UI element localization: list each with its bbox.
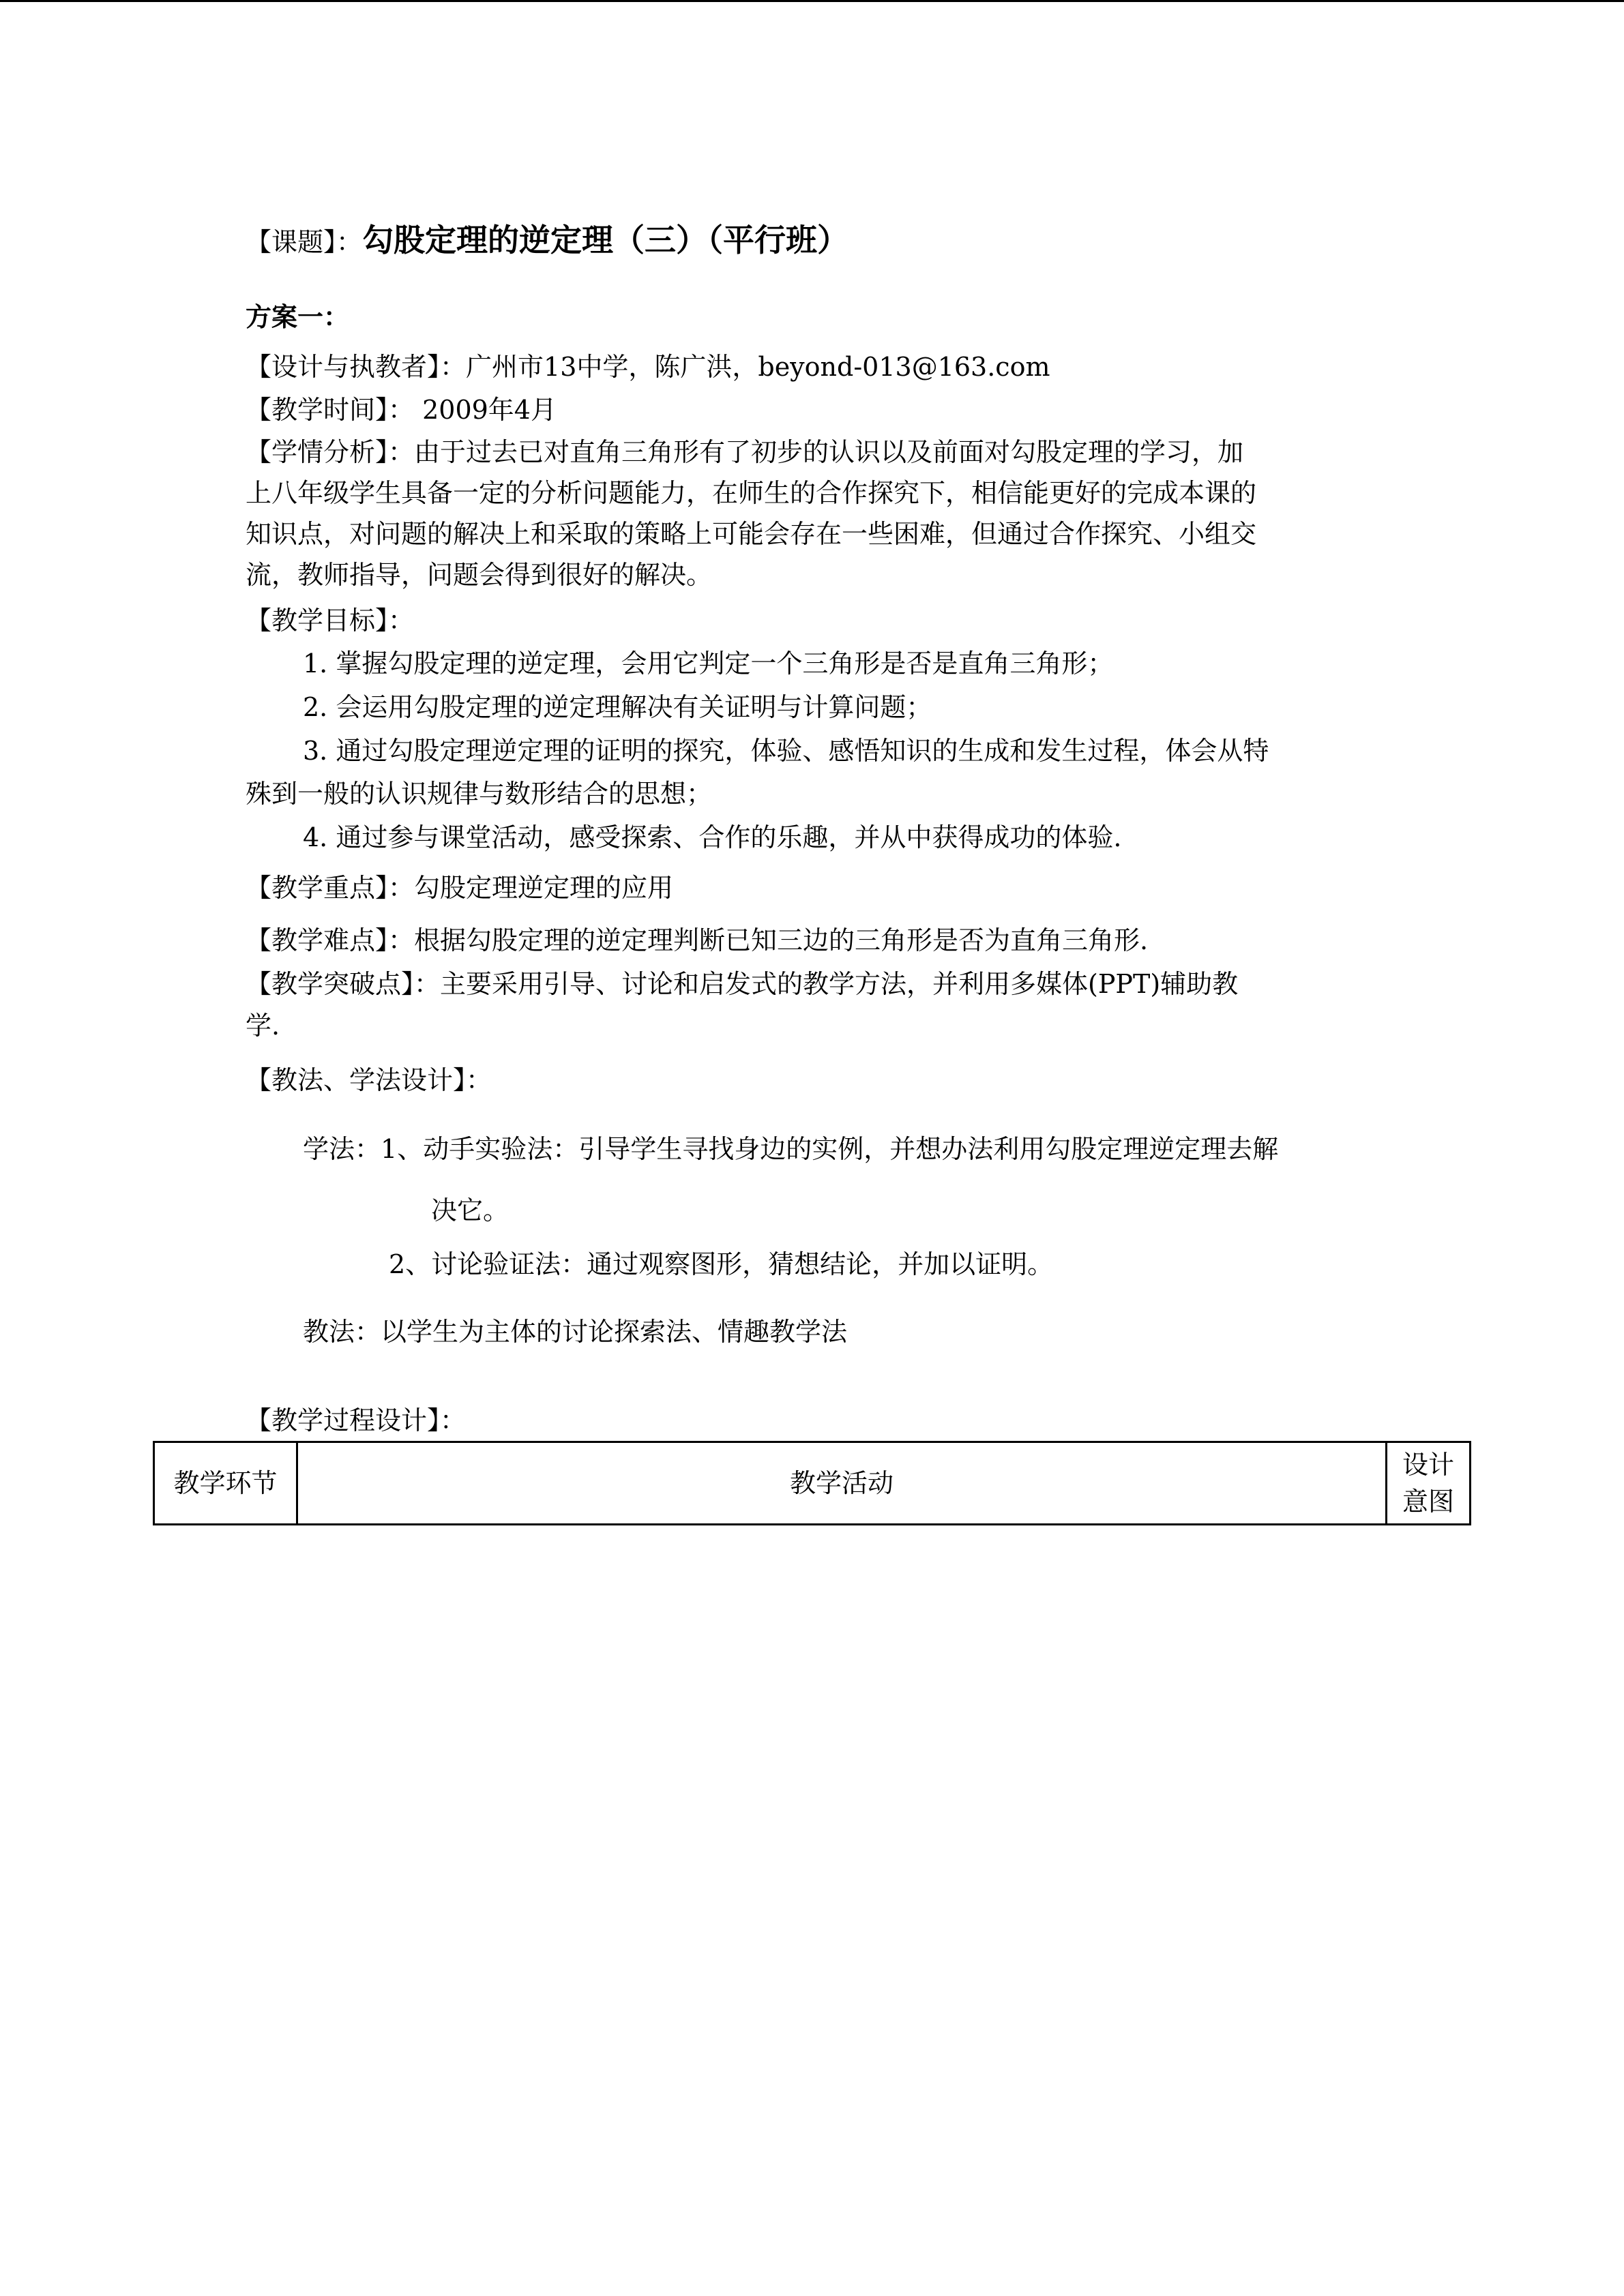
study-prefix: 学法： — [303, 1134, 381, 1164]
difficulty-value: 根据勾股定理的逆定理判断已知三边的三角形是否为直角三角形. — [414, 925, 1149, 955]
time-label: 【教学时间】： — [246, 395, 415, 425]
table-header-row — [154, 1442, 1471, 1525]
goal-item-2: 2. 会运用勾股定理的逆定理解决有关证明与计算问题； — [303, 692, 932, 722]
analysis-line-2: 上八年级学生具备一定的分析问题能力，在师生的合作探究下，相信能更好的完成本课的 — [246, 478, 1257, 508]
key-value: 勾股定理逆定理的应用 — [414, 873, 674, 903]
process-label: 【教学过程设计】： — [246, 1405, 467, 1435]
lesson-title — [246, 220, 848, 262]
designer-line — [246, 347, 1050, 387]
analysis-line-1 — [246, 432, 1243, 472]
header-stage: 教学环节 — [154, 1442, 297, 1525]
designer-label: 【设计与执教者】： — [246, 352, 467, 382]
breakthrough-label: 【教学突破点】： — [246, 969, 441, 999]
key-label: 【教学重点】： — [246, 873, 415, 903]
header-intent — [1387, 1442, 1471, 1525]
analysis-text: 由于过去已对直角三角形有了初步的认识以及前面对勾股定理的学习，加 — [414, 437, 1244, 467]
breakthrough-line-2: 学. — [246, 1011, 280, 1041]
study-method-line-1 — [303, 1129, 1278, 1169]
time-value: 2009年4月 — [414, 395, 557, 425]
study-method-line-2: 2、讨论验证法：通过观察图形，猜想结论，并加以证明。 — [389, 1249, 1054, 1279]
study-item-1: 1、动手实验法：引导学生寻找身边的实例，并想办法利用勾股定理逆定理去解 — [381, 1134, 1279, 1164]
analysis-line-3: 知识点，对问题的解决上和采取的策略上可能会存在一些困难，但通过合作探究、小组交 — [246, 519, 1257, 549]
breakthrough-value: 主要采用引导、讨论和启发式的教学方法，并利用多媒体(PPT)辅助教 — [440, 969, 1239, 999]
goal-item-3-cont: 殊到一般的认识规律与数形结合的思想； — [246, 779, 713, 809]
designer-value: 广州市13中学，陈广洪，beyond-013@163.com — [466, 352, 1050, 382]
breakthrough-line-1 — [246, 964, 1238, 1004]
title-label: 【课题】： — [246, 227, 363, 257]
teach-method-line: 教法：以学生为主体的讨论探索法、情趣教学法 — [303, 1317, 848, 1347]
study-method-line-1-cont: 决它。 — [431, 1195, 510, 1225]
header-intent-line-2: 意图 — [1402, 1487, 1454, 1517]
goal-item-1: 1. 掌握勾股定理的逆定理，会用它判定一个三角形是否是直角三角形； — [303, 648, 1114, 679]
goal-item-3: 3. 通过勾股定理逆定理的证明的探究，体验、感悟知识的生成和发生过程，体会从特 — [303, 736, 1269, 766]
title-text: 勾股定理的逆定理（三）（平行班） — [362, 222, 849, 258]
time-line — [246, 390, 557, 430]
analysis-label: 【学情分析】： — [246, 437, 415, 467]
goals-label: 【教学目标】： — [246, 606, 415, 636]
goal-item-4: 4. 通过参与课堂活动，感受探索、合作的乐趣，并从中获得成功的体验. — [303, 822, 1122, 852]
key-point-line — [246, 868, 673, 908]
plan-heading: 方案一： — [246, 301, 350, 332]
analysis-line-4: 流，教师指导，问题会得到很好的解决。 — [246, 560, 713, 590]
difficulty-label: 【教学难点】： — [246, 925, 415, 955]
methods-label: 【教法、学法设计】： — [246, 1065, 492, 1095]
difficulty-line — [246, 921, 1148, 960]
header-activity: 教学活动 — [297, 1442, 1387, 1525]
header-intent-line-1: 设计 — [1402, 1450, 1454, 1480]
process-table — [153, 1441, 1471, 1525]
